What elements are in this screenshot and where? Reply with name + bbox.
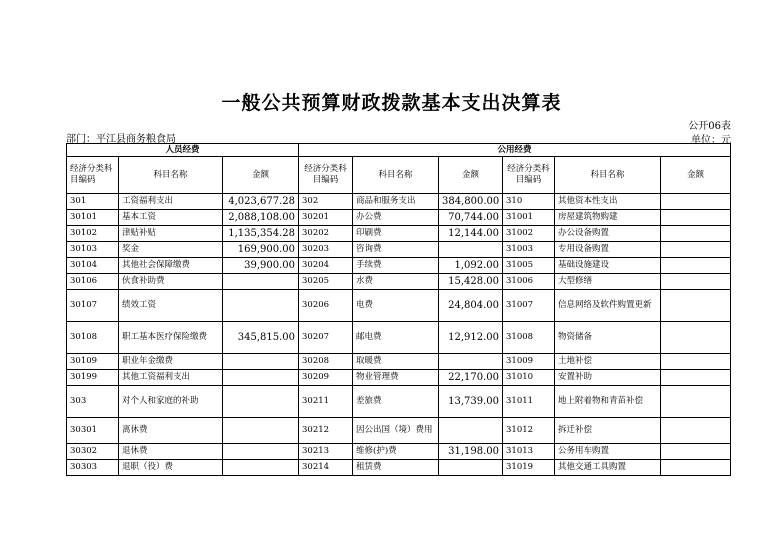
name-cell: 其他资本性支出 [555,194,661,210]
table-body [67,194,731,476]
code-cell: 30101 [67,210,119,226]
amount-cell [439,242,503,258]
code-cell: 31013 [503,444,555,460]
table-row [67,386,731,418]
name-cell: 奖金 [119,242,223,258]
table-row [67,290,731,322]
amount-cell [223,386,299,418]
name-cell: 其他交通工具购置 [555,460,661,476]
code-cell: 30211 [299,386,353,418]
amount-header: 金额 [223,157,299,194]
code-cell: 31001 [503,210,555,226]
code-cell: 30204 [299,258,353,274]
code-header: 经济分类科目编码 [67,157,119,194]
name-cell: 基本工资 [119,210,223,226]
code-cell: 30102 [67,226,119,242]
amount-cell: 39,900.00 [223,258,299,274]
amount-cell [661,386,731,418]
code-cell: 31011 [503,386,555,418]
name-cell: 其他工资福利支出 [119,370,223,386]
code-cell: 30212 [299,418,353,444]
code-cell: 30302 [67,444,119,460]
table-row [67,210,731,226]
department-label: 部门：平江县商务粮食局 [66,134,176,145]
amount-cell [223,290,299,322]
table-row [67,226,731,242]
amount-cell [661,194,731,210]
name-cell: 公务用车购置 [555,444,661,460]
amount-cell: 24,804.00 [439,290,503,322]
name-cell: 职业年金缴费 [119,354,223,370]
table-row [67,258,731,274]
amount-cell [661,290,731,322]
name-cell: 办公费 [353,210,439,226]
name-cell: 大型修缮 [555,274,661,290]
amount-cell: 1,135,354.28 [223,226,299,242]
amount-header: 金额 [439,157,503,194]
name-cell: 拆迁补偿 [555,418,661,444]
code-cell: 30206 [299,290,353,322]
code-cell: 30103 [67,242,119,258]
name-header: 科目名称 [353,157,439,194]
code-cell: 31007 [503,290,555,322]
table-row [67,274,731,290]
name-cell: 职工基本医疗保险缴费 [119,322,223,354]
name-cell: 物资储备 [555,322,661,354]
code-cell: 31019 [503,460,555,476]
amount-cell [661,210,731,226]
amount-cell [661,226,731,242]
name-cell: 商品和服务支出 [353,194,439,210]
name-cell: 房屋建筑物购建 [555,210,661,226]
code-cell: 30201 [299,210,353,226]
amount-cell [439,460,503,476]
code-cell: 303 [67,386,119,418]
personnel-header: 人员经费 [67,144,299,157]
name-cell: 其他社会保障缴费 [119,258,223,274]
name-cell: 基础设施建设 [555,258,661,274]
code-cell: 30107 [67,290,119,322]
amount-cell [661,444,731,460]
code-cell: 30301 [67,418,119,444]
amount-cell [223,460,299,476]
name-cell: 水费 [353,274,439,290]
name-cell: 伙食补助费 [119,274,223,290]
page-title: 一般公共预算财政拨款基本支出决算表 [221,92,562,114]
amount-header: 金额 [661,157,731,194]
amount-cell [223,354,299,370]
amount-cell: 15,428.00 [439,274,503,290]
form-number: 公开06表 [688,121,731,132]
name-cell: 信息网络及软件购置更新 [555,290,661,322]
amount-cell [223,444,299,460]
amount-cell [223,274,299,290]
name-cell: 退职（役）费 [119,460,223,476]
name-cell: 工资福利支出 [119,194,223,210]
code-cell: 31009 [503,354,555,370]
code-cell: 31006 [503,274,555,290]
budget-table [66,143,731,476]
name-cell: 因公出国（境）费用 [353,418,439,444]
name-cell: 维修(护)费 [353,444,439,460]
name-cell: 邮电费 [353,322,439,354]
amount-cell [661,322,731,354]
name-cell: 租赁费 [353,460,439,476]
code-cell: 30104 [67,258,119,274]
code-cell: 30213 [299,444,353,460]
code-cell: 30214 [299,460,353,476]
amount-cell: 2,088,108.00 [223,210,299,226]
code-header: 经济分类科目编码 [503,157,555,194]
name-cell: 对个人和家庭的补助 [119,386,223,418]
code-cell: 31002 [503,226,555,242]
amount-cell: 12,144.00 [439,226,503,242]
amount-cell: 1,092.00 [439,258,503,274]
amount-cell: 12,912.00 [439,322,503,354]
name-cell: 电费 [353,290,439,322]
name-cell: 取暖费 [353,354,439,370]
code-cell: 30203 [299,242,353,258]
name-header: 科目名称 [119,157,223,194]
code-header: 经济分类科目编码 [299,157,353,194]
table-row [67,322,731,354]
name-cell: 离休费 [119,418,223,444]
name-cell: 津贴补贴 [119,226,223,242]
code-cell: 30108 [67,322,119,354]
name-cell: 办公设备购置 [555,226,661,242]
unit-label: 单位：元 [691,135,731,146]
amount-cell: 169,900.00 [223,242,299,258]
code-cell: 30209 [299,370,353,386]
table-row [67,418,731,444]
code-cell: 30199 [67,370,119,386]
amount-cell: 13,739.00 [439,386,503,418]
code-cell: 31005 [503,258,555,274]
code-cell: 30202 [299,226,353,242]
amount-cell [439,354,503,370]
table-row [67,444,731,460]
amount-cell: 345,815.00 [223,322,299,354]
name-header: 科目名称 [555,157,661,194]
name-cell: 绩效工资 [119,290,223,322]
name-cell: 专用设备购置 [555,242,661,258]
amount-cell [439,418,503,444]
amount-cell [661,258,731,274]
amount-cell: 70,744.00 [439,210,503,226]
name-cell: 安置补助 [555,370,661,386]
code-cell: 30207 [299,322,353,354]
amount-cell [661,354,731,370]
code-cell: 30205 [299,274,353,290]
amount-cell [661,460,731,476]
amount-cell [661,418,731,444]
code-cell: 30106 [67,274,119,290]
amount-cell: 384,800.00 [439,194,503,210]
amount-cell [661,274,731,290]
amount-cell: 31,198.00 [439,444,503,460]
code-cell: 310 [503,194,555,210]
amount-cell [661,370,731,386]
code-cell: 30208 [299,354,353,370]
code-cell: 301 [67,194,119,210]
table-row [67,370,731,386]
code-cell: 31012 [503,418,555,444]
code-cell: 31010 [503,370,555,386]
name-cell: 物业管理费 [353,370,439,386]
table-row [67,354,731,370]
name-cell: 地上附着物和青苗补偿 [555,386,661,418]
amount-cell [661,242,731,258]
code-cell: 31008 [503,322,555,354]
name-cell: 印刷费 [353,226,439,242]
table-row [67,194,731,210]
public-header: 公用经费 [299,144,731,157]
name-cell: 退休费 [119,444,223,460]
code-cell: 30303 [67,460,119,476]
amount-cell [223,418,299,444]
name-cell: 咨询费 [353,242,439,258]
code-cell: 302 [299,194,353,210]
name-cell: 差旅费 [353,386,439,418]
name-cell: 土地补偿 [555,354,661,370]
name-cell: 手续费 [353,258,439,274]
code-cell: 30109 [67,354,119,370]
amount-cell: 22,170.00 [439,370,503,386]
amount-cell: 4,023,677.28 [223,194,299,210]
code-cell: 31003 [503,242,555,258]
table-row [67,242,731,258]
table-row [67,460,731,476]
amount-cell [223,370,299,386]
